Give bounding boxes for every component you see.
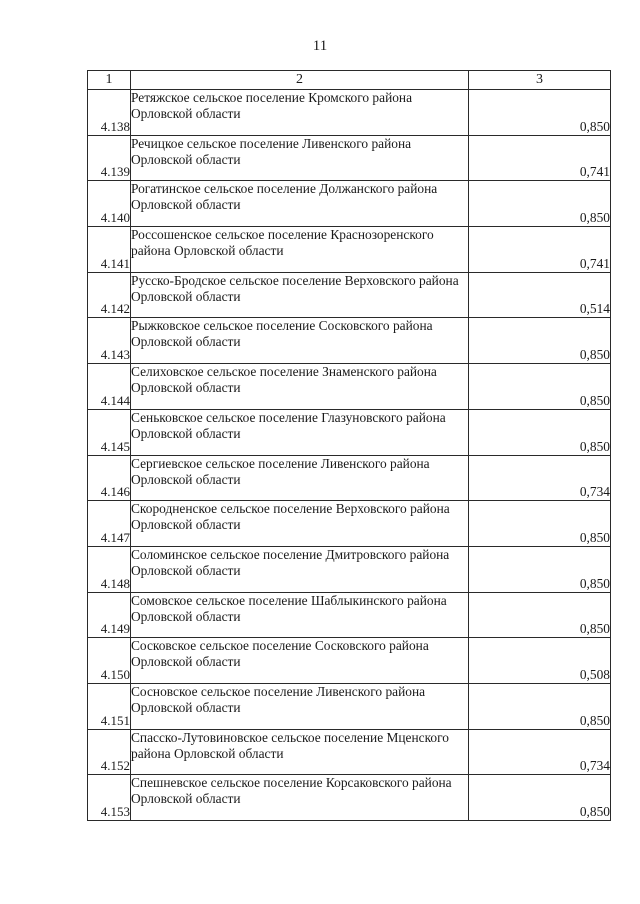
table-row xyxy=(88,501,611,547)
row-number: 4.145 xyxy=(88,409,131,455)
settlement-name: Сеньковское сельское поселение Глазуновского района Орловской области xyxy=(131,409,469,455)
row-number: 4.138 xyxy=(88,90,131,136)
row-number: 4.143 xyxy=(88,318,131,364)
coefficient-value: 0,508 xyxy=(469,638,611,684)
table-row xyxy=(88,227,611,273)
row-number: 4.139 xyxy=(88,135,131,181)
coefficient-value: 0,850 xyxy=(469,409,611,455)
page-number: 11 xyxy=(312,38,328,54)
settlements-table xyxy=(87,70,611,821)
settlement-name: Спешневское сельское поселение Корсаковского района Орловской области xyxy=(131,775,469,821)
row-number: 4.150 xyxy=(88,638,131,684)
row-number: 4.153 xyxy=(88,775,131,821)
column-header: 2 xyxy=(131,71,469,90)
coefficient-value: 0,850 xyxy=(469,318,611,364)
settlement-name: Россошенское сельское поселение Краснозоренского района Орловской области xyxy=(131,227,469,273)
settlement-name: Ретяжское сельское поселение Кромского района Орловской области xyxy=(131,90,469,136)
coefficient-value: 0,850 xyxy=(469,775,611,821)
coefficient-value: 0,850 xyxy=(469,501,611,547)
settlement-name: Сосновское сельское поселение Ливенского района Орловской области xyxy=(131,683,469,729)
coefficient-value: 0,514 xyxy=(469,272,611,318)
settlement-name: Селиховское сельское поселение Знаменского района Орловской области xyxy=(131,364,469,410)
table-header-row xyxy=(88,71,611,90)
table-row xyxy=(88,90,611,136)
row-number: 4.142 xyxy=(88,272,131,318)
coefficient-value: 0,850 xyxy=(469,181,611,227)
settlement-name: Рыжковское сельское поселение Сосковского района Орловской области xyxy=(131,318,469,364)
table-row xyxy=(88,592,611,638)
settlement-name: Спасско-Лутовиновское сельское поселение Мценского района Орловской области xyxy=(131,729,469,775)
coefficient-value: 0,850 xyxy=(469,90,611,136)
row-number: 4.149 xyxy=(88,592,131,638)
table-row xyxy=(88,364,611,410)
settlement-name: Русско-Бродское сельское поселение Верховского района Орловской области xyxy=(131,272,469,318)
settlement-name: Сомовское сельское поселение Шаблыкинского района Орловской области xyxy=(131,592,469,638)
row-number: 4.152 xyxy=(88,729,131,775)
table-row xyxy=(88,638,611,684)
column-header: 1 xyxy=(88,71,131,90)
row-number: 4.146 xyxy=(88,455,131,501)
row-number: 4.141 xyxy=(88,227,131,273)
coefficient-value: 0,850 xyxy=(469,592,611,638)
coefficient-value: 0,734 xyxy=(469,729,611,775)
settlement-name: Рогатинское сельское поселение Должанского района Орловской области xyxy=(131,181,469,227)
table-row xyxy=(88,729,611,775)
settlement-name: Соломинское сельское поселение Дмитровского района Орловской области xyxy=(131,546,469,592)
coefficient-value: 0,741 xyxy=(469,135,611,181)
table-row xyxy=(88,272,611,318)
coefficient-value: 0,734 xyxy=(469,455,611,501)
settlement-name: Скородненское сельское поселение Верховского района Орловской области xyxy=(131,501,469,547)
settlement-name: Речицкое сельское поселение Ливенского района Орловской области xyxy=(131,135,469,181)
table-row xyxy=(88,775,611,821)
row-number: 4.144 xyxy=(88,364,131,410)
table-row xyxy=(88,409,611,455)
table-row xyxy=(88,546,611,592)
row-number: 4.151 xyxy=(88,683,131,729)
table-row xyxy=(88,455,611,501)
coefficient-value: 0,850 xyxy=(469,683,611,729)
table-row xyxy=(88,181,611,227)
table-row xyxy=(88,318,611,364)
settlement-name: Сосковское сельское поселение Сосковского района Орловской области xyxy=(131,638,469,684)
row-number: 4.140 xyxy=(88,181,131,227)
coefficient-value: 0,741 xyxy=(469,227,611,273)
row-number: 4.147 xyxy=(88,501,131,547)
settlement-name: Сергиевское сельское поселение Ливенского района Орловской области xyxy=(131,455,469,501)
column-header: 3 xyxy=(469,71,611,90)
coefficient-value: 0,850 xyxy=(469,364,611,410)
row-number: 4.148 xyxy=(88,546,131,592)
table-row xyxy=(88,135,611,181)
table-row xyxy=(88,683,611,729)
coefficient-value: 0,850 xyxy=(469,546,611,592)
